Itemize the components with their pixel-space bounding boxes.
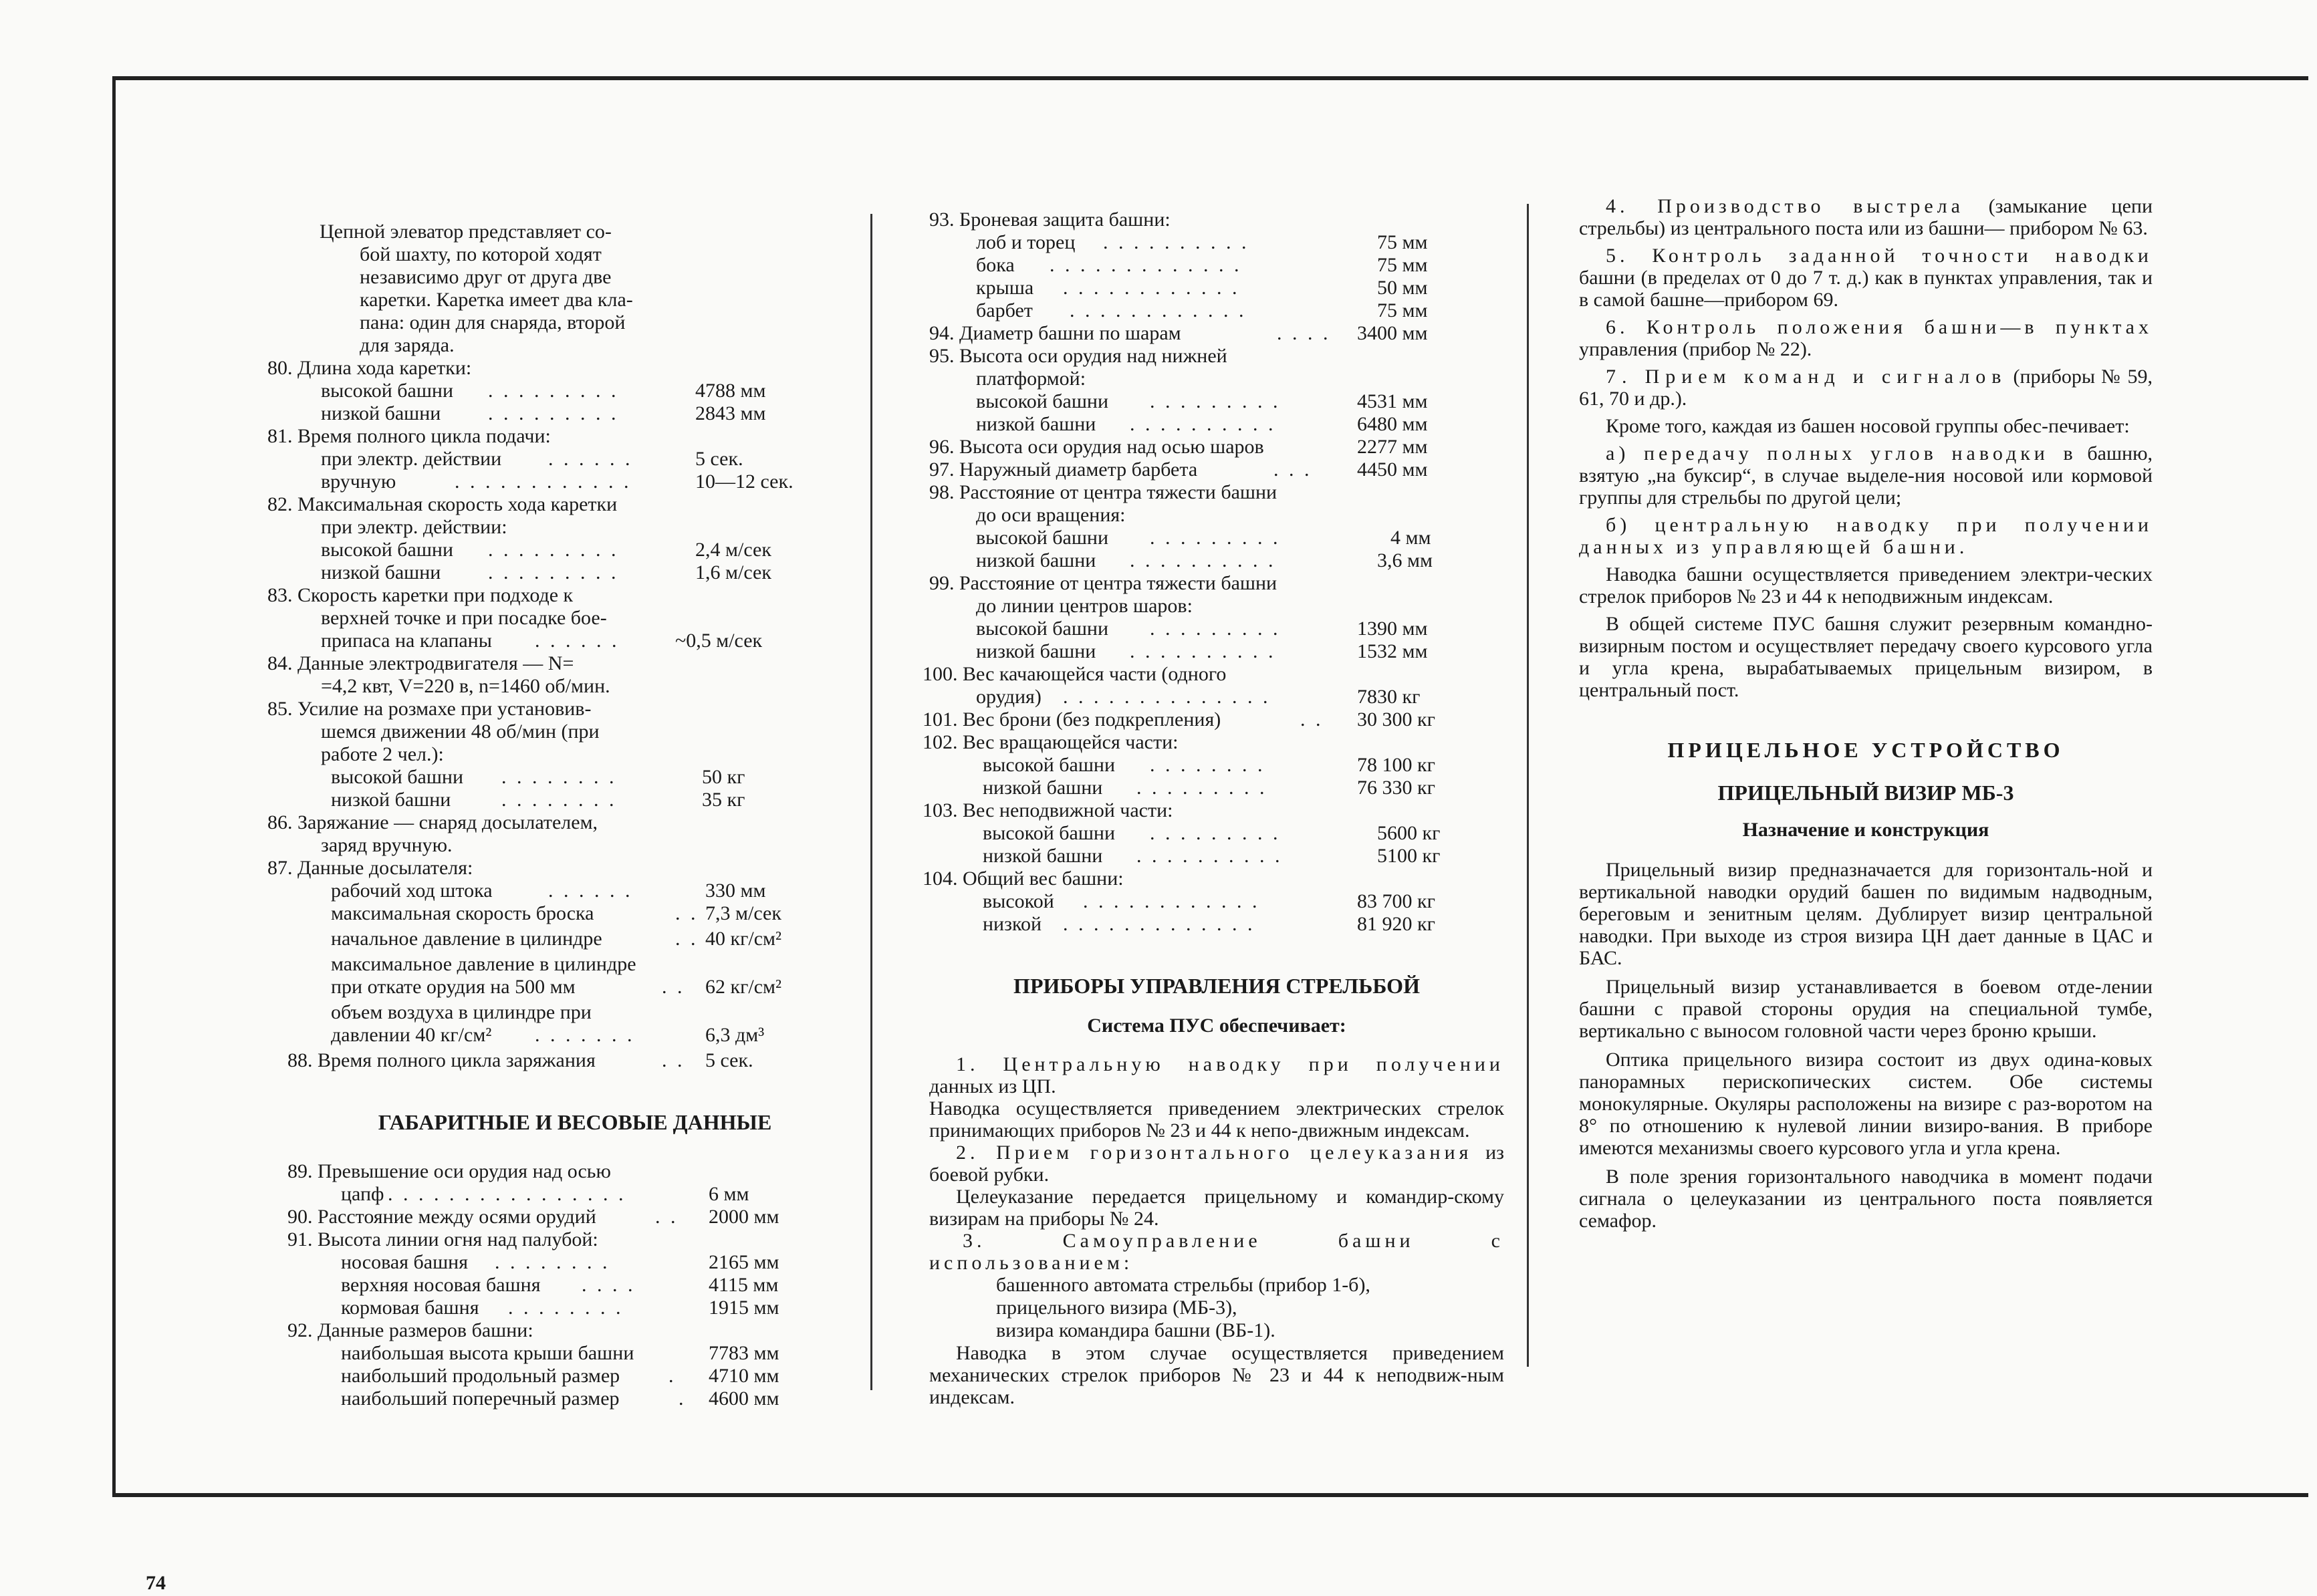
item-104 — [923, 868, 1504, 936]
intro-paragraph — [267, 221, 856, 357]
row-value: 2165 мм — [709, 1251, 779, 1273]
row-label: низкой башни — [983, 777, 1103, 799]
row-value: 1,6 м/сек — [695, 561, 771, 583]
paragraph-text: В поле зрения горизонтального наводчика в момент подачи сигнала о целеуказании из центрального поста появляется семафор. — [1579, 1166, 2153, 1232]
text-line: Цепной элеватор представляет со- — [320, 221, 612, 243]
item-96 — [929, 436, 1504, 458]
row-value: 83 700 кг — [1357, 890, 1435, 912]
text-line: максимальное давление в цилиндре — [331, 953, 636, 975]
paragraph-text: Оптика прицельного визира состоит из двух одина-ковых панорамных перископических систем. Обе системы монокулярные. Окуляры расположены на визире с раз-воротом на 8° по отношению к нулевой линии визиро-вания. В приборе имеются механизмы своего курсового угла и угла крена. — [1579, 1049, 2153, 1159]
leader-dots: . . — [675, 902, 699, 924]
row-value: 40 кг/см² — [705, 928, 782, 950]
leader-dots: . . . . . . . . . — [488, 380, 619, 402]
text-line: визира командира башни (ВБ-1). — [996, 1319, 1275, 1341]
row-value: 3400 мм — [1357, 322, 1428, 344]
leader-dots: . . . . . . . . . . . . . — [1063, 913, 1255, 935]
item-84 — [267, 652, 856, 698]
leader-dots: . . . . . . . . . — [1136, 777, 1267, 799]
row-value: 75 мм — [1377, 231, 1428, 253]
leader-dots: . . . . — [1277, 322, 1331, 344]
leader-dots: . . . . . . . . . — [1150, 527, 1281, 549]
item-81 — [267, 425, 856, 493]
row-value: 76 330 кг — [1357, 777, 1435, 799]
paragraph-text: Кроме того, каждая из башен носовой группы обес-печивает: — [1606, 415, 2130, 437]
leader-dots: . . . . . . . . . . — [1136, 845, 1283, 867]
row-label: низкой башни — [321, 561, 441, 583]
leader-dots: . . . . . . . . — [501, 766, 617, 788]
row-label: при электр. действии — [321, 448, 502, 470]
leader-dots: . . — [1300, 708, 1324, 730]
leader-dots: . . . . . . — [548, 880, 633, 902]
item-80 — [267, 357, 856, 425]
leader-dots: . . — [675, 928, 699, 950]
page-number: 74 — [146, 1572, 166, 1594]
leader-dots: . . . . . . . . . — [488, 539, 619, 561]
row-value: 81 920 кг — [1357, 913, 1435, 935]
leader-dots: . . . . . . . . . . . . . . . . — [388, 1183, 626, 1205]
paragraph-text: Прицельный визир устанавливается в боевом отде-лении башни с правой стороны орудия на специальной тумбе, вертикально с выносом головной части через броню крыши. — [1579, 976, 2153, 1042]
row-value: 75 мм — [1377, 299, 1428, 321]
row-label: рабочий ход штока — [331, 880, 493, 902]
leader-dots: . . . . . . . . . . . . . — [1050, 254, 1242, 276]
item-83 — [267, 584, 856, 652]
row-label: наибольшая высота крыши башни — [341, 1342, 634, 1364]
row-label: барбет — [976, 299, 1033, 321]
paragraph-lead: 7. Прием команд и сигналов — [1606, 366, 2007, 388]
text-line: независимо друг от друга две — [360, 266, 612, 288]
row-label: припаса на клапаны — [321, 630, 492, 652]
leader-dots: . . . . . . . . — [501, 789, 617, 811]
item-title: 82. Максимальная скорость хода каретки — [267, 493, 618, 515]
paragraph-lead: 5. Контроль заданной точности наводки — [1606, 245, 2153, 267]
row-value: 62 кг/см² — [705, 976, 782, 998]
row-value: 7,3 м/сек — [705, 902, 781, 924]
text-line: верхней точке и при посадке бое- — [321, 607, 607, 629]
row-label: высокой башни — [976, 618, 1109, 640]
item-98 — [929, 481, 1504, 572]
paragraph-lead: б) центральную наводку при получении — [1606, 514, 2153, 536]
leader-dots: . . — [662, 1049, 685, 1071]
subsection-heading: ПРИЦЕЛЬНЫЙ ВИЗИР МБ-3 — [1717, 781, 2014, 805]
numbered-paragraph — [1579, 195, 2153, 239]
paragraph-text: Целеуказание передается прицельному и командир-скому визирам на приборы № 24. — [929, 1186, 1504, 1230]
leader-dots: . — [668, 1365, 677, 1387]
row-label: 90. Расстояние между осями орудий — [287, 1206, 596, 1228]
leader-dots: . . . . . . . . . . . . — [1063, 277, 1240, 299]
item-90 — [267, 1206, 856, 1228]
text-line: прицельного визира (МБ-3), — [996, 1297, 1237, 1319]
row-value: 5 сек. — [705, 1049, 753, 1071]
item-91 — [267, 1228, 856, 1319]
item-102 — [923, 731, 1504, 799]
row-value: 2000 мм — [709, 1206, 779, 1228]
item-89 — [267, 1160, 856, 1206]
leader-dots: . . . . . . . . . — [488, 561, 619, 583]
row-label: носовая башня — [341, 1251, 469, 1273]
row-label: 96. Высота оси орудия над осью шаров — [929, 436, 1264, 458]
row-value: 4 мм — [1390, 527, 1431, 549]
text-line: 83. Скорость каретки при подходе к — [267, 584, 574, 606]
paragraph-lead: 2. Прием горизонтального целеуказания — [956, 1142, 1473, 1164]
item-title: 80. Длина хода каретки: — [267, 357, 472, 379]
row-label: лоб и торец — [976, 231, 1076, 253]
paragraph-text: (замыкание цепи стрельбы) из центрального поста или из башни— прибором № 63. — [1579, 195, 2153, 239]
row-label: высокой башни — [976, 390, 1109, 412]
row-label: начальное давление в цилиндре — [331, 928, 602, 950]
column-3 — [1579, 195, 2153, 1232]
text-line: бой шахту, по которой ходят — [360, 243, 602, 265]
row-label: высокой башни — [976, 527, 1109, 549]
item-103 — [923, 799, 1504, 868]
subsection-heading: Система ПУС обеспечивает: — [1087, 1015, 1346, 1037]
row-value: 7783 мм — [709, 1342, 779, 1364]
paragraph-text: данных из ЦП. — [929, 1075, 1056, 1097]
item-82 — [267, 493, 856, 584]
item-100 — [923, 663, 1504, 708]
row-value: 1532 мм — [1357, 640, 1428, 662]
row-label: 101. Вес брони (без подкрепления) — [923, 708, 1221, 730]
paragraph-lead: 4. Производство выстрела — [1606, 195, 1964, 217]
text-line: для заряда. — [360, 334, 455, 356]
text-line: башенного автомата стрельбы (прибор 1-б), — [996, 1274, 1370, 1296]
item-87 — [267, 857, 856, 1049]
row-value: 5 сек. — [695, 448, 743, 470]
row-value: 4450 мм — [1357, 458, 1428, 481]
text-line: 86. Заряжание — снаряд досылателем, — [267, 811, 598, 833]
paragraph-text: Наводка башни осуществляется приведением электри-ческих стрелок приборов № 23 и 44 к неподвижным индексам. — [1579, 563, 2153, 608]
row-label: наибольший поперечный размер — [341, 1387, 620, 1410]
paragraph-text: (приборы № 59, 61, 70 и др.). — [1579, 366, 2153, 410]
item-101 — [923, 708, 1504, 731]
leader-dots: . . . . . . . . — [495, 1251, 610, 1273]
leader-dots: . . . . . . — [548, 448, 633, 470]
leader-dots: . — [679, 1387, 687, 1410]
row-label: высокой башни — [331, 766, 464, 788]
row-value: 5600 кг — [1377, 822, 1441, 844]
row-value: 4600 мм — [709, 1387, 779, 1410]
text-line: 98. Расстояние от центра тяжести башни — [929, 481, 1277, 503]
item-85 — [267, 698, 856, 811]
text-line: 99. Расстояние от центра тяжести башни — [929, 572, 1277, 594]
leader-dots: . . . . — [582, 1274, 636, 1296]
leader-dots: . . . . . . . . . . . . — [1083, 890, 1260, 912]
row-value: 35 кг — [702, 789, 745, 811]
leader-dots: . . . . . . . . . — [1150, 822, 1281, 844]
row-value: 78 100 кг — [1357, 754, 1435, 776]
column-divider — [870, 214, 872, 1390]
row-label: при откате орудия на 500 мм — [331, 976, 576, 998]
row-label: наибольший продольный размер — [341, 1365, 620, 1387]
row-value: 2277 мм — [1357, 436, 1428, 458]
leader-dots: . . . . . . . . . — [488, 402, 619, 424]
row-label: максимальная скорость броска — [331, 902, 594, 924]
text-line: до оси вращения: — [976, 504, 1126, 526]
item-88 — [267, 1049, 856, 1072]
numbered-paragraph — [1579, 245, 2153, 311]
text-line: пана: один для снаряда, второй — [360, 311, 626, 334]
row-label: низкой башни — [321, 402, 441, 424]
item-title: 93. Броневая защита башни: — [929, 209, 1171, 231]
row-value: ~0,5 м/сек — [675, 630, 763, 652]
row-label: вручную — [321, 471, 396, 493]
row-value: 3,6 мм — [1377, 549, 1433, 571]
leader-dots: . . — [655, 1206, 679, 1228]
row-label: кормовая башня — [341, 1297, 479, 1319]
paragraph-text: Наводка в этом случае осуществляется приведением механических стрелок приборов № 23 и 44 к неподвиж-ным индексам. — [929, 1342, 1504, 1408]
row-label: 94. Диаметр башни по шарам — [929, 322, 1181, 344]
numbered-paragraph — [929, 1230, 1504, 1274]
section-heading: ПРИБОРЫ УПРАВЛЕНИЯ СТРЕЛЬБОЙ — [1013, 974, 1420, 998]
row-label: 97. Наружный диаметр барбета — [929, 458, 1198, 481]
row-value: 2,4 м/сек — [695, 539, 771, 561]
text-line: =4,2 квт, V=220 в, n=1460 об/мин. — [321, 675, 610, 697]
leader-dots: . . . — [1273, 458, 1312, 481]
row-label: высокой башни — [321, 539, 454, 561]
paragraph-text: данных из управляющей башни. — [1579, 536, 1969, 558]
row-label: 88. Время полного цикла заряжания — [287, 1049, 596, 1071]
column-divider — [1527, 204, 1529, 1367]
item-95 — [929, 345, 1504, 436]
lettered-paragraph — [1579, 514, 2153, 558]
leader-dots: . . . . . . . . — [1150, 754, 1265, 776]
paragraph-lead: а) передачу полных углов наводки в — [1606, 442, 2077, 464]
numbered-paragraph — [1579, 316, 2153, 360]
row-label: низкой башни — [331, 789, 451, 811]
column-1 — [267, 221, 856, 1410]
text-line: 95. Высота оси орудия над нижней — [929, 345, 1227, 367]
numbered-paragraph — [929, 1053, 1504, 1097]
item-86 — [267, 811, 856, 857]
row-label: высокой башни — [983, 822, 1116, 844]
numbered-paragraph — [929, 1142, 1504, 1186]
row-label: низкой башни — [983, 845, 1103, 867]
row-label: высокой башни — [321, 380, 454, 402]
paragraph-text: Наводка осуществляется приведением электрических стрелок принимающих приборов № 23 и 44 к непо-движным индексам. — [929, 1097, 1504, 1142]
column-2 — [923, 209, 1504, 1408]
text-line: заряд вручную. — [321, 834, 453, 856]
row-value: 4710 мм — [709, 1365, 779, 1387]
row-label: низкой — [983, 913, 1042, 935]
text-line: 85. Усилие на розмахе при установив- — [267, 698, 592, 720]
text-line: объем воздуха в цилиндре при — [331, 1001, 592, 1023]
leader-dots: . . . . . . . . . . . . . . — [1063, 686, 1271, 708]
item-94 — [929, 322, 1504, 345]
leader-dots: . . . . . . . . . — [1150, 390, 1281, 412]
lettered-paragraph — [1579, 442, 2153, 509]
item-title: 81. Время полного цикла подачи: — [267, 425, 551, 447]
row-value: 4115 мм — [709, 1274, 779, 1296]
text-line: 89. Превышение оси орудия над осью — [287, 1160, 611, 1182]
leader-dots: . . — [662, 976, 685, 998]
leader-dots: . . . . . . . . . . — [1130, 640, 1276, 662]
item-99 — [929, 572, 1504, 663]
item-title: 87. Данные досылателя: — [267, 857, 473, 879]
row-value: 50 мм — [1377, 277, 1428, 299]
row-label: высокой башни — [983, 754, 1116, 776]
item-title: 91. Высота линии огня над палубой: — [287, 1228, 598, 1250]
paragraph-lead: 3. Самоуправление башни с использованием: — [929, 1230, 1504, 1274]
row-value: 4788 мм — [695, 380, 766, 402]
leader-dots: . . . . . . . . . — [1150, 618, 1281, 640]
leader-dots: . . . . . . . . . . . . — [1070, 299, 1247, 321]
paragraph-text: из боевой рубки. — [929, 1142, 1504, 1186]
item-93 — [929, 209, 1504, 322]
row-label: низкой башни — [976, 640, 1096, 662]
leader-dots: . . . . . . — [535, 630, 620, 652]
paragraph-text: Прицельный визир предназначается для горизонталь-ной и вертикальной наводки орудий башен по видимым надводным, береговым и зенитным целям. Дублирует визир центральной наводки. При выходе из строя визира ЦН дает данные в ЦАС и БАС. — [1579, 859, 2153, 969]
text-line: 100. Вес качающейся части (одного — [923, 663, 1227, 685]
row-label: высокой — [983, 890, 1054, 912]
row-label: бока — [976, 254, 1015, 276]
section-heading: ГАБАРИТНЫЕ И ВЕСОВЫЕ ДАННЫЕ — [378, 1110, 772, 1134]
paragraph-lead: 1. Центральную наводку при получении — [956, 1053, 1504, 1075]
item-92 — [267, 1319, 856, 1410]
row-value: 7830 кг — [1357, 686, 1421, 708]
text-line: работе 2 чел.): — [321, 743, 444, 765]
leader-dots: . . . . . . . . . . . . — [455, 471, 632, 493]
row-value: 50 кг — [702, 766, 745, 788]
text-line: до линии центров шаров: — [976, 595, 1193, 617]
row-value: 30 300 кг — [1357, 708, 1435, 730]
item-97 — [929, 458, 1504, 481]
leader-dots: . . . . . . . . — [508, 1297, 624, 1319]
numbered-paragraph — [1579, 366, 2153, 410]
paragraph-text: башни (в пределах от 0 до 7 т. д.) как в пунктах управления, так и в самой башне—прибором 69. — [1579, 267, 2153, 311]
row-value: 75 мм — [1377, 254, 1428, 276]
row-value: 6 мм — [709, 1183, 749, 1205]
row-label: низкой башни — [976, 413, 1096, 435]
item-title: 103. Вес неподвижной части: — [923, 799, 1173, 821]
row-value: 6,3 дм³ — [705, 1024, 765, 1046]
paragraph-text: башню, взятую „на буксир“, в случае выделе-ния носовой или кормовой группы для стрельбы по другой цели; — [1579, 442, 2153, 509]
row-value: 4531 мм — [1357, 390, 1428, 412]
row-label: крыша — [976, 277, 1034, 299]
item-subtitle: при электр. действии: — [321, 516, 507, 538]
row-label: верхняя носовая башня — [341, 1274, 541, 1296]
item-title: 92. Данные размеров башни: — [287, 1319, 533, 1341]
item-title: 104. Общий вес башни: — [923, 868, 1124, 890]
text-line: шемся движении 48 об/мин (при — [321, 720, 600, 743]
text-line: платформой: — [976, 368, 1086, 390]
row-value: 10—12 сек. — [695, 471, 794, 493]
text-line: каретки. Каретка имеет два кла- — [360, 289, 633, 311]
item-title: 102. Вес вращающейся части: — [923, 731, 1179, 753]
leader-dots: . . . . . . . — [535, 1024, 635, 1046]
row-value: 5100 кг — [1377, 845, 1441, 867]
row-value: 1390 мм — [1357, 618, 1428, 640]
row-value: 1915 мм — [709, 1297, 779, 1319]
paragraph-lead: 6. Контроль положения башни—в пунктах — [1606, 316, 2153, 338]
paragraph-text: управления (прибор № 22). — [1579, 338, 1812, 360]
row-label: орудия) — [976, 686, 1042, 708]
leader-dots: . . . . . . . . . . — [1103, 231, 1249, 253]
row-value: 2843 мм — [695, 402, 766, 424]
row-label: низкой башни — [976, 549, 1096, 571]
row-value: 330 мм — [705, 880, 766, 902]
text-line: 84. Данные электродвигателя — N= — [267, 652, 574, 674]
row-label: цапф — [341, 1183, 384, 1205]
leader-dots: . . . . . . . . . . — [1130, 413, 1276, 435]
row-label: давлении 40 кг/см² — [331, 1024, 492, 1046]
row-value: 6480 мм — [1357, 413, 1428, 435]
leader-dots: . . . . . . . . . . — [1130, 549, 1276, 571]
paragraph-text: В общей системе ПУС башня служит резервным командно-визирным постом и осуществляет передачу своего курсового угла и угла крена, вырабатываемых прицельным визиром, в центральный пост. — [1579, 613, 2153, 701]
subsection-heading: Назначение и конструкция — [1742, 819, 1989, 841]
section-heading: ПРИЦЕЛЬНОЕ УСТРОЙСТВО — [1667, 738, 2064, 762]
